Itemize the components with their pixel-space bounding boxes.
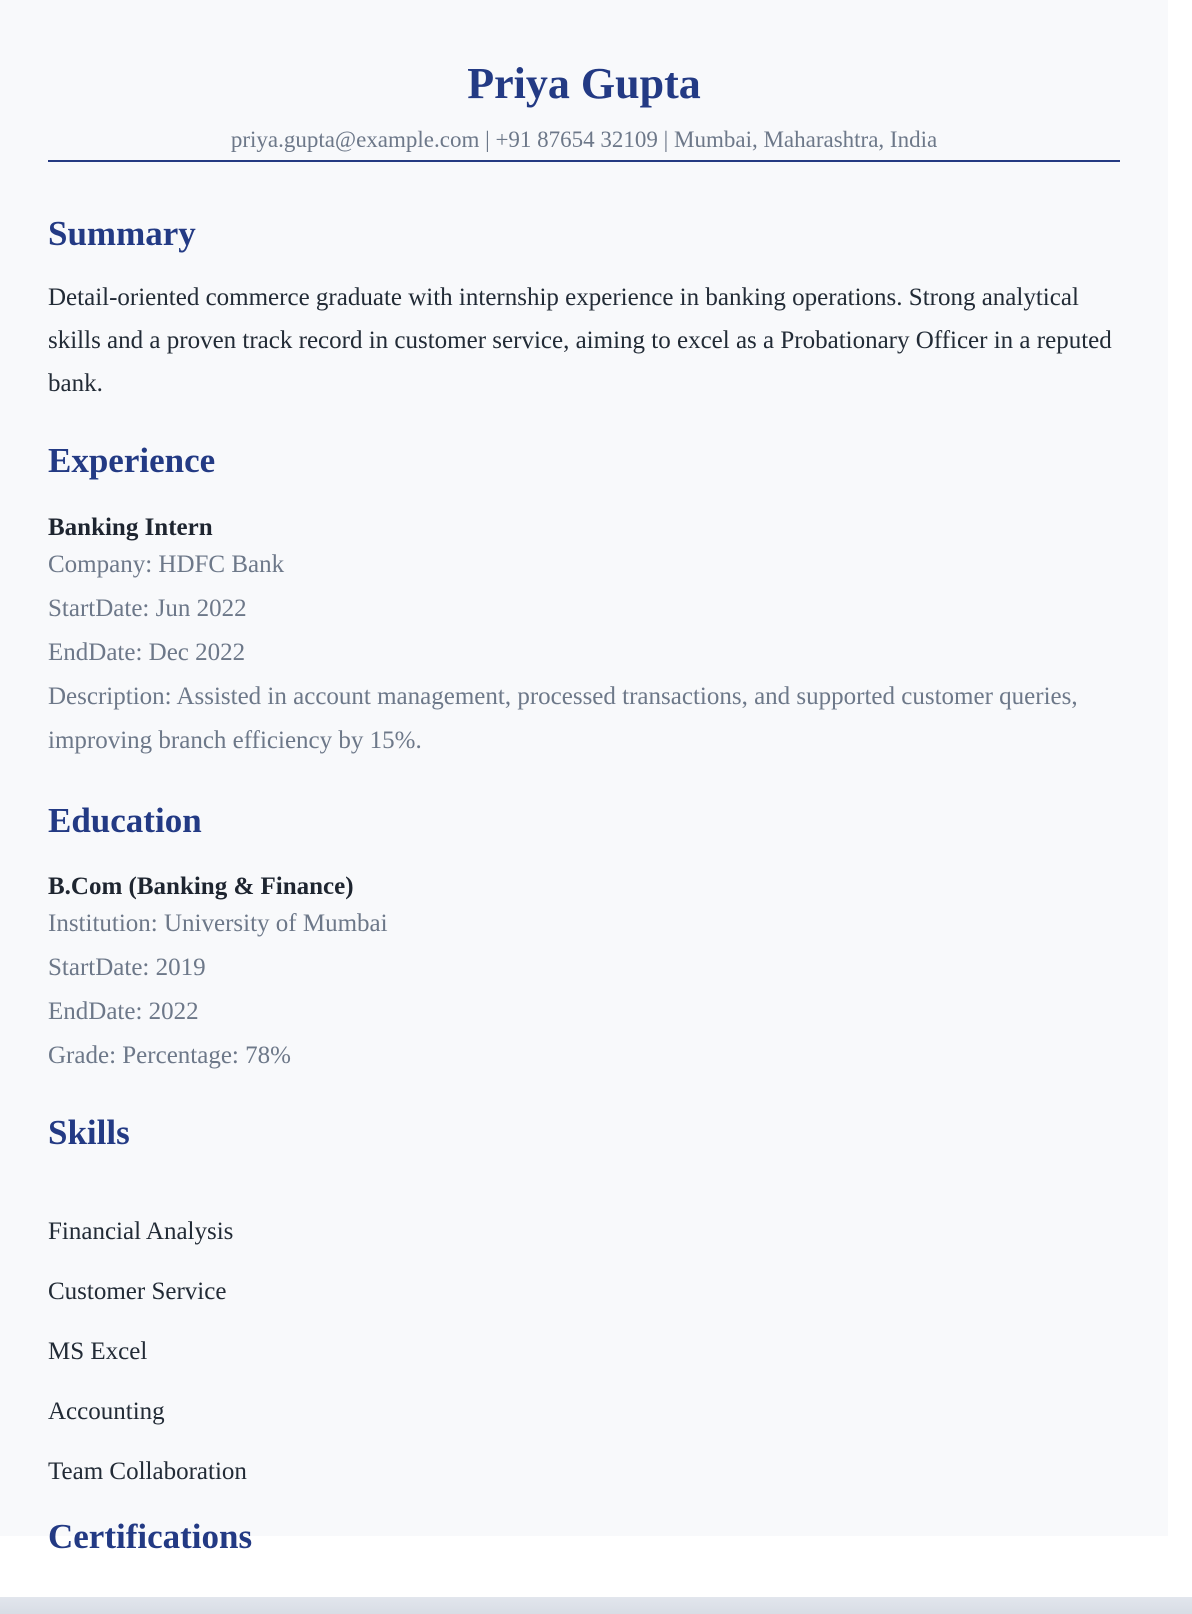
education-start-date: StartDate: 2019 (48, 954, 206, 981)
contact-line: priya.gupta@example.com | +91 87654 32109 | Mumbai, Maharashtra, India (230, 127, 938, 152)
certifications-heading: Certifications (48, 1517, 253, 1556)
education-grade: Grade: Percentage: 78% (48, 1042, 291, 1069)
education-heading: Education (48, 801, 202, 840)
resume-content (48, 0, 1120, 1485)
skills-heading: Skills (48, 1113, 130, 1152)
experience-company: Company: HDFC Bank (48, 551, 285, 578)
experience-role: Banking Intern (48, 514, 213, 541)
skill-item: MS Excel (48, 1338, 148, 1365)
experience-description: Description: Assisted in account management, processed transactions, and supported customer queries, improving branch efficiency by 15%. (48, 683, 1078, 754)
resume-header (48, 0, 1120, 162)
education-institution: Institution: University of Mumbai (48, 910, 388, 937)
summary-text: Detail-oriented commerce graduate with internship experience in banking operations. Strong analytical skills and a proven track record in customer service, aiming to excel as a Probationary Officer in a reputed bank. (48, 284, 1112, 397)
summary-heading: Summary (48, 214, 196, 253)
skill-item: Financial Analysis (48, 1218, 234, 1245)
candidate-name: Priya Gupta (467, 59, 701, 108)
experience-end-date: EndDate: Dec 2022 (48, 639, 246, 666)
skill-item: Accounting (48, 1398, 165, 1425)
education-end-date: EndDate: 2022 (48, 998, 199, 1025)
skill-item: Customer Service (48, 1278, 227, 1305)
education-degree: B.Com (Banking & Finance) (48, 873, 354, 900)
experience-heading: Experience (48, 441, 216, 480)
experience-start-date: StartDate: Jun 2022 (48, 595, 247, 622)
page-bottom-edge (0, 1597, 1192, 1614)
skill-item: Team Collaboration (48, 1458, 247, 1485)
